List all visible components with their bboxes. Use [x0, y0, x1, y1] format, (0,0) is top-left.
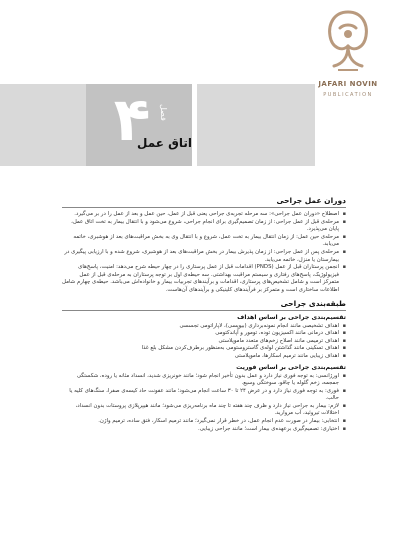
chapter-content	[62, 196, 346, 433]
bullet-list	[62, 323, 346, 361]
list-item: ▪ اورژانسی: به توجه فوری نیاز دارد و عمل بدون تأخیر انجام شود؛ مانند خونریزی شدید، انسداد مثانه یا روده، شکستگی جمجمه، زخم گلوله یا چاقو، سوختگی وسیع.	[62, 373, 346, 388]
subsection-title: تقسیم‌بندی جراحی بر اساس فوریت	[236, 363, 346, 371]
list-item: ▪ مرحله‌ی پس از عمل جراحی: از زمان پذیرش بیمار در بخش مراقبت‌های بعد از هوشبری، شروع شده و با ارزیابی پیگیری در بیمارستان یا منزل، خاتمه می‌یابد.	[62, 249, 346, 264]
chapter-title: اتاق عمل	[137, 136, 192, 150]
list-item: ▪ اهداف تسکینی مانند گذاشتن لوله‌ی گاستروستومی به‌منظور برطرف‌کردن مشکل بلع غذا	[62, 345, 346, 353]
list-item: ▪ اختیاری: تصمیم‌گیری برعهده‌ی بیمار است؛ مانند جراحی زیبایی.	[62, 426, 346, 434]
chapter-word: فصل	[159, 103, 168, 121]
list-item: ▪ اهداف زیبایی مانند ترمیم اسکارها، ماموپلاستی	[62, 353, 346, 361]
bullet-list	[62, 373, 346, 434]
section-title: طبقه‌بندی جراحی	[62, 299, 346, 311]
list-item: ▪ لازم: بیمار به جراحی نیاز دارد و ظرف چند هفته تا چند ماه برنامه‌ریزی می‌شود؛ مانند هیپرپلازی پروستات بدون انسداد، اختلالات تیروئید، آب مروارید.	[62, 403, 346, 418]
list-item: ▪ اهداف ترمیمی مانند اصلاح زخم‌های متعدد ماموپلاستی	[62, 338, 346, 346]
chapter-number: ۴	[113, 85, 151, 155]
list-item: ▪ انتخابی: بیمار در صورت عدم انجام عمل، در خطر قرار نمی‌گیرد؛ مانند ترمیم اسکار، فتق ساده، ترمیم واژن.	[62, 418, 346, 426]
list-item: ▪ فوری: به توجه فوری نیاز دارد و در عرض ۲۴ تا ۳۰ ساعت انجام می‌شود؛ مانند عفونت حاد کیسه‌ی صفرا، سنگ‌های کلیه یا حالب.	[62, 388, 346, 403]
list-item: ▪ انجمن پرستاران قبل از عمل (PNDS) اقدامات قبل از عمل پرستاری را در چهار حیطه شرح می‌دهد: امنیت، پاسخ‌های فیزیولوژیک، پاسخ‌های رفتاری و سیستم مراقبت بهداشتی. سه حیطه‌ی اول بر توجه پرستاران به مرحله‌ی قبل از عمل متمرکز است و شامل تشخیص‌های پرستاری، اقدامات و برآیندهای تجربیات بیمار و خانواده‌اش می‌باشد. حیطه‌ی چهارم شامل اطلاعات ساختاری است و متمرکز بر فرآیندهای کلینیکی و برآیندهای آن‌هاست.	[62, 264, 346, 294]
list-item: ▪ اهداف تشخیصی مانند انجام نمونه‌برداری (بیوپسی)، لاپاراتومی تجسسی	[62, 323, 346, 331]
publisher-logo	[306, 6, 390, 104]
ornament-icon	[320, 6, 376, 78]
list-item: ▪ مرحله‌ی قبل از عمل جراحی: از زمان تصمیم‌گیری برای انجام جراحی، شروع می‌شود و با انتقال بیمار به تخت اتاق عمل، پایان می‌پذیرد.	[62, 219, 346, 234]
bullet-list	[62, 211, 346, 295]
section-title: دوران عمل جراحی	[62, 196, 346, 208]
brand-sub: PUBLICATION	[323, 92, 373, 98]
list-item: ▪ اهداف درمانی مانند اکسیزیون توده، تومور و آپاندکتومی	[62, 330, 346, 338]
list-item: ▪ اصطلاح «دوران عمل جراحی»: سه مرحله تجربه‌ی جراحی یعنی قبل از عمل، حین عمل و بعد از عمل را در بر می‌گیرد.	[62, 211, 346, 219]
list-item: ▪ مرحله‌ی حین عمل: از زمان انتقال بیمار به تخت عمل، شروع و با انتقال وی به بخش مراقبت‌های بعد از هوشبری، خاتمه می‌یابد.	[62, 234, 346, 249]
brand-name: JAFARI NOVIN	[318, 80, 378, 88]
subsection-title: تقسیم‌بندی جراحی بر اساس اهداف	[237, 313, 346, 321]
band-divider	[192, 84, 197, 166]
